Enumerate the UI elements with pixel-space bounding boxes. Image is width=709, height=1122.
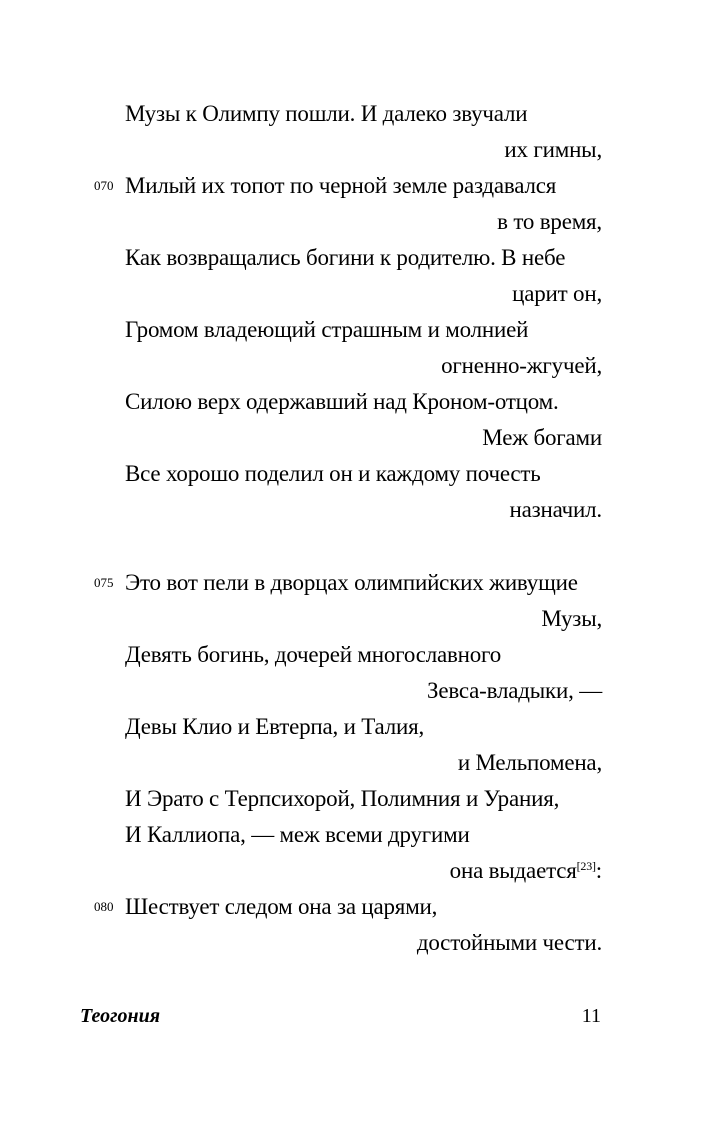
verse-continuation: Музы, <box>541 606 602 631</box>
verse-line: Все хорошо поделил он и каждому почесть <box>125 461 541 486</box>
line-number: 080 <box>94 899 114 914</box>
verse-line: И Каллиопа, — меж всеми другими <box>125 822 470 847</box>
verse-continuation: огненно-жгучей, <box>441 353 602 378</box>
verse-continuation: в то время, <box>497 209 602 234</box>
footnote-ref[interactable]: [23] <box>576 859 596 873</box>
verse-continuation: Зевса-владыки, — <box>427 678 602 703</box>
punctuation: : <box>595 858 602 883</box>
verse-line: Шествует следом она за царями, <box>125 894 438 919</box>
verse-continuation: и Мельпомена, <box>457 750 602 775</box>
verse-line: Силою верх одержавший над Кроном-отцом. <box>125 389 559 414</box>
page-number: 11 <box>581 1005 601 1027</box>
verse-line: Это вот пели в дворцах олимпийских живущие <box>125 570 578 595</box>
verse-line: И Эрато с Терпсихорой, Полимния и Урания, <box>125 786 560 811</box>
verse-continuation: их гимны, <box>504 137 602 162</box>
verse-line: Музы к Олимпу пошли. И далеко звучали <box>125 101 528 126</box>
verse-line: Громом владеющий страшным и молнией <box>125 317 529 342</box>
line-number: 075 <box>94 575 114 590</box>
verse-continuation-text: она выдается <box>449 858 577 883</box>
verse-continuation: достойными чести. <box>416 930 602 955</box>
running-footer-title: Теогония <box>80 1005 161 1027</box>
verse-continuation <box>450 857 602 885</box>
line-number: 070 <box>94 178 114 193</box>
verse-continuation: Меж богами <box>482 425 602 450</box>
verse-line: Девять богинь, дочерей многославного <box>125 642 502 667</box>
verse-continuation: назначил. <box>509 497 602 522</box>
verse-line: Девы Клио и Евтерпа, и Талия, <box>125 714 425 739</box>
verse-continuation: царит он, <box>512 281 602 306</box>
verse-line: Как возвращались богини к родителю. В небе <box>125 245 566 270</box>
verse-line: Милый их топот по черной земле раздавался <box>125 173 557 198</box>
